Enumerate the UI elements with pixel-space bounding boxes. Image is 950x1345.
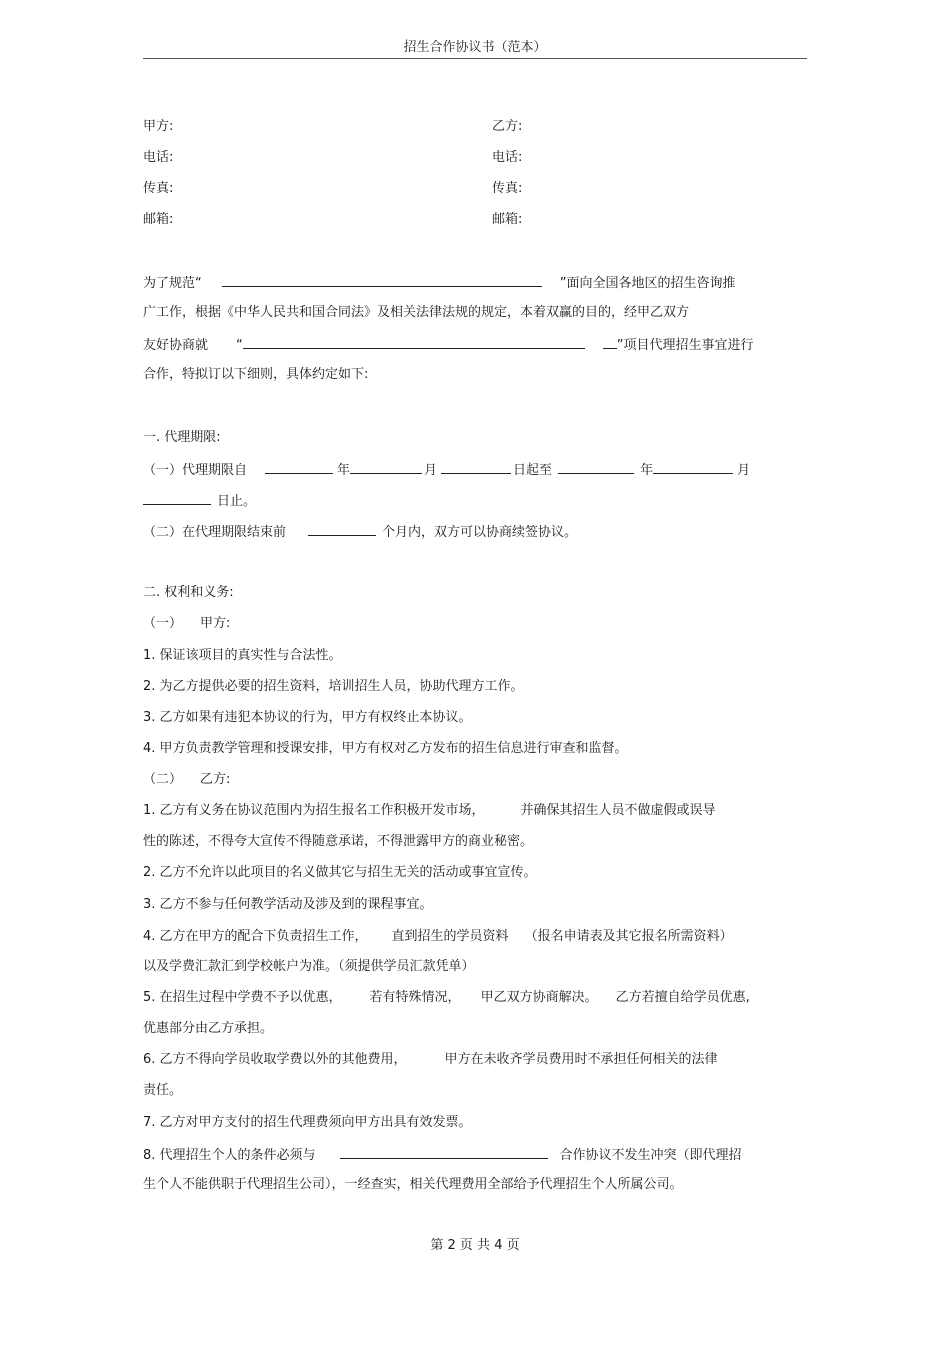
party-b-duty-7: 7. 乙方对甲方支付的招生代理费须向甲方出具有效发票。	[143, 1115, 472, 1130]
intro-text: 友好协商就	[143, 338, 209, 353]
end-year-blank	[558, 460, 634, 474]
duty-text: 1. 乙方有义务在协议范围内为招生报名工作积极开发市场，	[143, 803, 485, 818]
party-a-duty-4: 4. 甲方负责教学管理和授课安排，甲方有权对乙方发布的招生信息进行审查和监督。	[143, 741, 628, 756]
sec1-text: （一）代理期限自	[143, 463, 248, 478]
project-name-blank	[222, 273, 542, 287]
from-label: 日起至	[513, 463, 553, 478]
sec1-text: 日止。	[217, 494, 257, 509]
start-month-blank	[350, 460, 422, 474]
duty-text: 直到招生的学员资料	[391, 929, 509, 944]
subheading-label: 甲方:	[200, 616, 231, 631]
header-rule	[143, 58, 807, 59]
duty-text: 并确保其招生人员不做虚假或误导	[520, 803, 716, 818]
section-2-title: 二. 权利和义务:	[143, 585, 234, 600]
party-b-duty-8-cont: 生个人不能供职于代理招生公司），一经查实，相关代理费用全部给予代理招生个人所属公司。	[143, 1177, 683, 1192]
year-label: 年	[640, 463, 654, 478]
party-b-duty-8	[143, 1145, 742, 1165]
party-b-duty-5-cont: 优惠部分由乙方承担。	[143, 1021, 274, 1036]
duty-text: 8. 代理招生个人的条件必须与	[143, 1148, 316, 1163]
party-b-phone: 电话:	[492, 150, 523, 165]
short-blank	[603, 335, 617, 349]
start-day-blank	[441, 460, 511, 474]
duty-text: 合作协议不发生冲突（即代理招	[559, 1148, 742, 1163]
intro-line-1	[143, 273, 736, 293]
party-b-duty-6-cont: 责任。	[143, 1083, 183, 1098]
company-name-blank	[340, 1145, 548, 1159]
sec1-item-1-cont	[143, 491, 256, 511]
party-a-duty-2: 2. 为乙方提供必要的招生资料，培训招生人员，协助代理方工作。	[143, 679, 524, 694]
subheading-number: （二）	[143, 772, 183, 787]
duty-text: 5. 在招生过程中学费不予以优惠，	[143, 990, 342, 1005]
sec1-item-1	[143, 460, 750, 480]
party-b-duty-5	[143, 989, 750, 1007]
party-b-duty-4-cont: 以及学费汇款汇到学校帐户为准。（须提供学员汇款凭单）	[143, 959, 475, 974]
party-b-email: 邮箱:	[492, 212, 523, 227]
party-a-subheading	[143, 615, 230, 633]
sec1-text: 个月内，双方可以协商续签协议。	[382, 525, 578, 540]
duty-text: 甲乙双方协商解决。	[480, 990, 598, 1005]
intro-text: ”项目代理招生事宜进行	[616, 338, 754, 353]
start-year-blank	[265, 460, 333, 474]
sec1-item-2	[143, 522, 577, 542]
intro-line-2: 广工作，根据《中华人民共和国合同法》及相关法律法规的规定，本着双赢的目的，经甲乙双方	[143, 305, 690, 320]
intro-line-3	[143, 335, 754, 355]
section-1-title: 一. 代理期限:	[143, 430, 221, 445]
party-a-duty-1: 1. 保证该项目的真实性与合法性。	[143, 648, 342, 663]
month-label: 月	[737, 463, 751, 478]
duty-text: 4. 乙方在甲方的配合下负责招生工作，	[143, 929, 368, 944]
duty-text: 乙方若擅自给学员优惠,	[615, 990, 750, 1005]
sec1-text: （二）在代理期限结束前	[143, 525, 287, 540]
duty-text: 6. 乙方不得向学员收取学费以外的其他费用，	[143, 1052, 407, 1067]
intro-text: “	[236, 338, 243, 353]
party-b-duty-1-cont: 性的陈述，不得夸大宣传不得随意承诺，不得泄露甲方的商业秘密。	[143, 834, 534, 849]
party-b-duty-2: 2. 乙方不允许以此项目的名义做其它与招生无关的活动或事宜宣传。	[143, 865, 537, 880]
intro-line-4: 合作，特拟订以下细则，具体约定如下:	[143, 367, 369, 382]
month-label: 月	[424, 463, 438, 478]
party-a-duty-3: 3. 乙方如果有违犯本协议的行为，甲方有权终止本协议。	[143, 710, 472, 725]
page-number-footer: 第 2 页 共 4 页	[430, 1238, 520, 1253]
intro-text: 为了规范“	[143, 276, 202, 291]
party-a-fax: 传真:	[143, 181, 174, 196]
party-b-duty-3: 3. 乙方不参与任何教学活动及涉及到的课程事宜。	[143, 897, 433, 912]
party-b-subheading	[143, 771, 230, 789]
duty-text: （报名申请表及其它报名所需资料）	[524, 929, 733, 944]
project-name-blank	[243, 335, 585, 349]
party-b-name: 乙方:	[492, 119, 523, 134]
renewal-months-blank	[308, 522, 376, 536]
party-b-fax: 传真:	[492, 181, 523, 196]
end-day-blank	[143, 491, 211, 505]
intro-text: ”面向全国各地区的招生咨询推	[559, 276, 736, 291]
party-b-duty-1	[143, 802, 716, 820]
subheading-label: 乙方:	[200, 772, 231, 787]
party-b-duty-4	[143, 928, 733, 946]
year-label: 年	[337, 463, 351, 478]
duty-text: 甲方在未收齐学员费用时不承担任何相关的法律	[444, 1052, 718, 1067]
party-a-phone: 电话:	[143, 150, 174, 165]
party-a-name: 甲方:	[143, 119, 174, 134]
party-b-duty-6	[143, 1051, 718, 1069]
end-month-blank	[653, 460, 733, 474]
duty-text: 若有特殊情况，	[369, 990, 461, 1005]
document-header: 招生合作协议书（范本）	[403, 40, 547, 55]
party-a-email: 邮箱:	[143, 212, 174, 227]
subheading-number: （一）	[143, 616, 183, 631]
